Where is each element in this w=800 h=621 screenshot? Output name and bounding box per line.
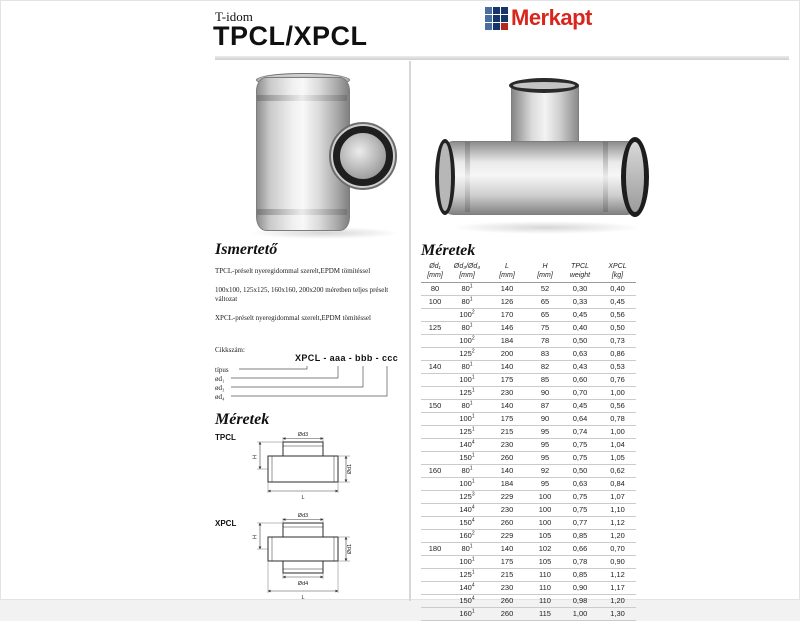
table-cell: 110: [539, 570, 551, 579]
table-cell: 0,45: [572, 310, 588, 319]
table-cell: 0,75: [572, 492, 588, 501]
dim-label-d4: Ød4: [297, 581, 309, 587]
table-cell: $80^1$: [461, 543, 473, 553]
description-line-2: 100x100, 125x125, 160x160, 200x200 méretben teljes préselt változat: [215, 286, 389, 304]
table-cell: $80^1$: [461, 400, 473, 410]
table-cell: 95: [540, 479, 550, 488]
table-cell: 1,00: [610, 388, 625, 397]
table-cell: 0,56: [610, 401, 625, 410]
logo-square: [493, 15, 500, 22]
column-header: L [mm]: [499, 263, 515, 279]
table-cell: 1,05: [610, 453, 625, 462]
table-cell: 0,66: [572, 544, 588, 553]
table-cell: 1,20: [610, 596, 625, 605]
table-cell: 85: [540, 375, 550, 384]
table-cell: 175: [500, 557, 514, 566]
table-cell: 184: [500, 479, 514, 488]
table-cell: 0,75: [572, 453, 588, 462]
table-cell: 215: [500, 570, 514, 579]
table-cell: 0,60: [572, 375, 588, 384]
table-cell: 1,17: [610, 583, 625, 592]
table-row: [421, 361, 636, 374]
table-cell: 260: [500, 609, 514, 618]
table-row: [421, 595, 636, 608]
table-cell: $150^4$: [459, 595, 475, 605]
table-row: [421, 582, 636, 595]
tpcl-drawing-label: TPCL: [215, 433, 236, 442]
table-row: [421, 400, 636, 413]
logo-square: [501, 7, 508, 14]
table-cell: 1,12: [610, 570, 625, 579]
table-row: [421, 439, 636, 452]
logo-grid-icon: [485, 7, 508, 30]
table-row: [421, 309, 636, 322]
table-row: [421, 335, 636, 348]
table-cell: 65: [540, 297, 550, 306]
legend-label: ød₄: [215, 393, 225, 401]
section-heading-meretek-right: Méretek: [421, 242, 476, 259]
table-cell: $80^1$: [461, 283, 473, 293]
table-row: [421, 413, 636, 426]
table-cell: 78: [540, 336, 550, 345]
logo-square: [501, 15, 508, 22]
logo-square: [493, 7, 500, 14]
column-divider: [409, 61, 411, 601]
table-cell: 90: [540, 388, 550, 397]
table-cell: $140^4$: [459, 439, 475, 449]
table-row: [421, 296, 636, 309]
table-cell: 95: [540, 453, 550, 462]
table-cell: 0,50: [572, 466, 588, 475]
table-cell: 0,56: [610, 310, 625, 319]
code-connector-lines: [215, 357, 401, 409]
column-header: XPCL [kg]: [608, 263, 627, 279]
table-cell: 95: [540, 440, 550, 449]
table-cell: $150^4$: [459, 517, 475, 527]
table-cell: 229: [500, 531, 514, 540]
logo-square: [485, 15, 492, 22]
table-cell: 140: [500, 284, 514, 293]
table-cell: 140: [500, 401, 514, 410]
dim-label-d3: Ød3: [297, 513, 309, 519]
column-header: H [mm]: [537, 263, 553, 279]
table-cell: 0,50: [572, 336, 588, 345]
table-row: [421, 283, 636, 296]
table-cell: 0,50: [610, 323, 625, 332]
table-cell: 140: [428, 362, 442, 371]
table-cell: 140: [500, 362, 514, 371]
table-cell: $125^1$: [459, 387, 475, 397]
table-cell: 0,30: [572, 284, 588, 293]
photo-shadow: [451, 221, 641, 234]
table-row: [421, 491, 636, 504]
table-cell: 82: [540, 362, 550, 371]
right-end-gasket: [621, 137, 649, 217]
table-cell: $80^1$: [461, 361, 473, 371]
table-cell: 83: [540, 349, 550, 358]
table-cell: $100^1$: [459, 374, 475, 384]
table-cell: 0,73: [610, 336, 625, 345]
table-cell: 260: [500, 453, 514, 462]
table-cell: 0,90: [610, 557, 625, 566]
table-cell: 0,40: [572, 323, 588, 332]
table-cell: 0,85: [572, 570, 588, 579]
table-header-row: [421, 263, 636, 283]
table-cell: 0,75: [572, 505, 588, 514]
dim-label-d1: Ød1: [347, 543, 353, 555]
table-cell: 0,86: [610, 349, 625, 358]
table-cell: 175: [500, 414, 514, 423]
table-cell: 0,74: [572, 427, 588, 436]
table-cell: 90: [540, 414, 550, 423]
table-cell: $140^4$: [459, 582, 475, 592]
table-cell: 0,84: [610, 479, 625, 488]
table-cell: 65: [540, 310, 550, 319]
dim-label-h: H: [252, 535, 259, 539]
table-cell: $80^1$: [461, 296, 473, 306]
legend-label: típus: [215, 366, 229, 374]
logo-text: Merkapt: [511, 5, 592, 30]
table-cell: 1,20: [610, 531, 625, 540]
table-cell: $100^1$: [459, 413, 475, 423]
table-cell: 110: [539, 596, 551, 605]
table-body: [421, 283, 636, 621]
table-cell: 0,62: [610, 466, 625, 475]
dim-label-d3: Ød3: [297, 432, 309, 438]
left-end-gasket: [435, 139, 455, 215]
table-cell: 180: [428, 544, 442, 553]
branch-gasket-ring: [509, 78, 579, 93]
table-cell: 260: [500, 596, 514, 605]
table-cell: 100: [428, 297, 442, 306]
dim-label-l: L: [301, 495, 305, 501]
table-cell: $100^2$: [459, 309, 475, 319]
epdm-gasket-ring: [333, 126, 393, 186]
table-cell: 1,00: [572, 609, 588, 618]
logo-square: [485, 23, 492, 30]
table-cell: 160: [428, 466, 442, 475]
table-cell: 1,07: [610, 492, 625, 501]
table-cell: $100^1$: [459, 556, 475, 566]
section-heading-ismerteto: Ismertető: [215, 241, 278, 258]
table-row: [421, 478, 636, 491]
description-line-3: XPCL-préselt nyeregidommal szerelt,EPDM tömítéssel: [215, 314, 371, 322]
table-cell: 200: [500, 349, 514, 358]
table-cell: 0,78: [572, 557, 588, 566]
table-cell: $160^1$: [459, 608, 475, 618]
table-cell: $125^2$: [459, 348, 475, 358]
table-cell: 100: [538, 505, 552, 514]
table-row: [421, 569, 636, 582]
dim-label-l: L: [301, 595, 305, 601]
table-cell: 0,63: [572, 479, 588, 488]
logo-square: [485, 7, 492, 14]
table-cell: 175: [500, 375, 514, 384]
table-cell: 125: [428, 323, 442, 332]
table-cell: $125^1$: [459, 569, 475, 579]
table-cell: 0,53: [610, 362, 625, 371]
section-heading-meretek-left: Méretek: [215, 411, 270, 428]
dim-label-d1: Ød1: [347, 463, 353, 475]
table-cell: 1,30: [610, 609, 625, 618]
logo-square: [501, 23, 508, 30]
crimp-band: [257, 209, 347, 215]
table-cell: 184: [500, 336, 514, 345]
table-cell: 110: [539, 583, 551, 592]
table-row: [421, 556, 636, 569]
table-cell: 230: [500, 583, 514, 592]
article-number-code: XPCL - aaa - bbb - ccc: [295, 353, 399, 363]
table-cell: 95: [540, 427, 550, 436]
description-line-1: TPCL-préselt nyeregidommal szerelt,EPDM tömítéssel: [215, 267, 371, 275]
header-divider: [215, 56, 789, 60]
merkapt-logo: [485, 5, 592, 31]
table-cell: 0,43: [572, 362, 588, 371]
table-cell: 0,75: [572, 440, 588, 449]
table-cell: 115: [539, 609, 551, 618]
table-cell: $100^1$: [459, 478, 475, 488]
table-cell: 0,45: [610, 297, 625, 306]
table-cell: 87: [540, 401, 550, 410]
table-cell: 0,78: [610, 414, 625, 423]
table-cell: 1,04: [610, 440, 625, 449]
table-cell: 146: [500, 323, 514, 332]
table-cell: 105: [538, 531, 552, 540]
table-cell: $150^1$: [459, 452, 475, 462]
table-cell: 260: [500, 518, 514, 527]
table-cell: 0,85: [572, 531, 588, 540]
table-cell: 105: [538, 557, 552, 566]
table-cell: 0,70: [610, 544, 625, 553]
table-cell: 0,76: [610, 375, 625, 384]
table-cell: 140: [500, 544, 514, 553]
tpcl-dimension-drawing: [253, 429, 353, 501]
table-row: [421, 504, 636, 517]
product-family-subtitle: T-idom: [215, 9, 253, 24]
table-cell: 100: [538, 492, 552, 501]
table-row: [421, 387, 636, 400]
table-cell: 0,63: [572, 349, 588, 358]
table-cell: 229: [500, 492, 514, 501]
table-cell: 215: [500, 427, 514, 436]
article-number-label: Cikkszám:: [215, 346, 245, 354]
main-tube: [441, 141, 639, 215]
logo-square: [493, 23, 500, 30]
table-cell: 0,45: [572, 401, 588, 410]
crimp-band: [603, 142, 608, 212]
table-cell: 0,33: [572, 297, 588, 306]
table-cell: 140: [500, 466, 514, 475]
table-cell: 75: [540, 323, 550, 332]
product-photo-tpcl: [236, 69, 401, 239]
legend-label: ød₁: [215, 375, 225, 383]
table-cell: 52: [540, 284, 550, 293]
branch-tube: [511, 85, 579, 149]
table-row: [421, 465, 636, 478]
table-cell: $125^3$: [459, 491, 475, 501]
table-cell: 126: [500, 297, 514, 306]
table-cell: 1,12: [610, 518, 625, 527]
table-cell: $140^4$: [459, 504, 475, 514]
table-row: [421, 530, 636, 543]
table-cell: 0,77: [572, 518, 588, 527]
table-cell: 1,00: [610, 427, 625, 436]
table-row: [421, 543, 636, 556]
table-cell: 102: [538, 544, 552, 553]
table-row: [421, 322, 636, 335]
table-cell: $80^1$: [461, 322, 473, 332]
table-cell: 230: [500, 505, 514, 514]
table-cell: 100: [538, 518, 552, 527]
table-cell: 230: [500, 388, 514, 397]
table-row: [421, 452, 636, 465]
table-row: [421, 374, 636, 387]
crimp-band: [465, 142, 470, 212]
table-cell: 1,10: [610, 505, 625, 514]
column-header: Ød₁ [mm]: [427, 263, 443, 279]
page-title: TPCL/XPCL: [213, 21, 368, 51]
table-cell: 0,70: [572, 388, 588, 397]
table-cell: $125^1$: [459, 426, 475, 436]
xpcl-drawing-label: XPCL: [215, 519, 237, 528]
table-cell: $80^1$: [461, 465, 473, 475]
legend-label: ød₃: [215, 384, 225, 392]
table-cell: $100^2$: [459, 335, 475, 345]
table-cell: 150: [428, 401, 442, 410]
column-header: Ød₃/Ød₄ [mm]: [453, 263, 481, 279]
dimensions-table: [421, 263, 636, 621]
table-cell: 0,40: [610, 284, 625, 293]
table-row: [421, 426, 636, 439]
table-cell: 0,98: [572, 596, 588, 605]
table-cell: 0,64: [572, 414, 588, 423]
table-cell: 92: [540, 466, 550, 475]
dim-label-h: H: [252, 455, 259, 459]
table-row: [421, 348, 636, 361]
table-cell: $160^2$: [459, 530, 475, 540]
table-row: [421, 517, 636, 530]
product-photo-xpcl: [433, 75, 643, 237]
crimp-band: [257, 95, 347, 101]
xpcl-dimension-drawing: [253, 511, 353, 601]
table-cell: 230: [500, 440, 514, 449]
table-row: [421, 608, 636, 621]
table-cell: 80: [430, 284, 440, 293]
table-cell: 0,90: [572, 583, 588, 592]
column-header: TPCL weight: [569, 263, 591, 279]
table-cell: 170: [500, 310, 514, 319]
